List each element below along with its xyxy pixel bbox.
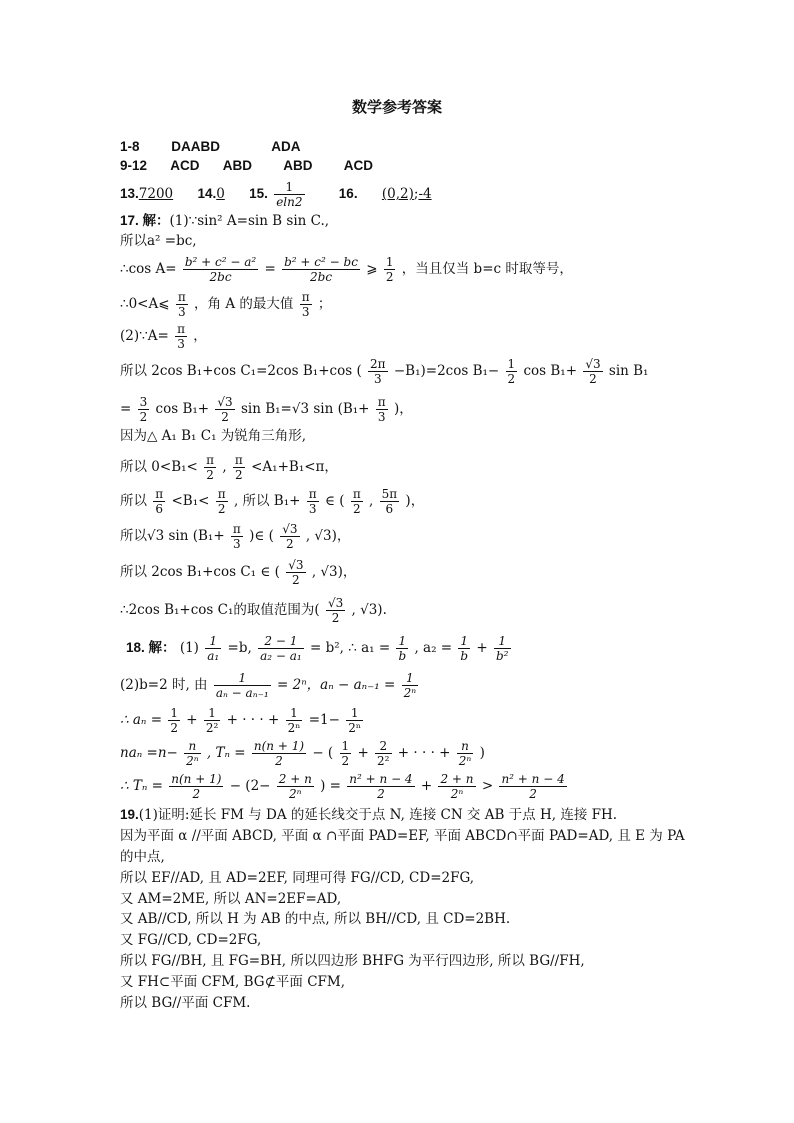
answers-row-2-item: ABD [222, 158, 253, 173]
fraction: $\frac{1}{b}$ [398, 634, 407, 663]
answers-row-1-part-b: ADA [271, 139, 301, 154]
fraction: $\frac{2 + n}{\text{2ⁿ}}$ [278, 772, 312, 801]
fraction: $\frac{\pi}{3}$ [377, 395, 386, 424]
q19-line-1: 19.(1)证明:延长 FM 与 DA 的延长线交于点 N, 连接 CN 交 AB 于点 H, 连接 FH. [120, 807, 618, 823]
q19-line-3: 的中点, [120, 849, 165, 865]
q17-text: 所以a² =bc, [120, 233, 197, 249]
fraction: $\frac{\pi}{3}$ [177, 290, 186, 319]
fraction: $\frac{n(n + 1)}{2}$ [253, 739, 305, 768]
fraction: $\frac{1}{\text{2ⁿ}}$ [287, 706, 301, 735]
fraction: $\frac{2}{\text{2²}}$ [377, 739, 390, 768]
q13-answer: 7200 [138, 186, 174, 202]
q14-answer: 0 [216, 186, 225, 202]
fraction: $\frac{\text{n² + n − 4}}{2}$ [501, 772, 565, 801]
fraction: $\frac{\text{b² + c² − a²}}{2bc}$ [184, 255, 257, 284]
fraction: $\frac{1}{b}$ [460, 634, 469, 663]
answers-row-1-part-a: DAABD [171, 139, 221, 154]
fraction: $\frac{2 + n}{\text{2ⁿ}}$ [440, 772, 474, 801]
q17-line-10: 所以 $\frac{\pi}{6}$ <B₁< $\frac{\pi}{2}$ , 所以 B₁+ $\frac{\pi}{3}$ ∈ ( $\frac{\pi}{2}$ , $\frac{5\pi}{6}$ )， [120, 487, 425, 516]
fraction: $\frac{2\pi}{3}$ [370, 357, 386, 386]
answers-row-2-item: ABD [283, 158, 313, 173]
q19-line-10: 所以 BG//平面 CFM. [120, 995, 251, 1011]
fraction: $\frac{\pi}{3}$ [232, 522, 241, 551]
answers-row-1 [120, 138, 301, 156]
q16-answer-1: (0,2) [381, 186, 414, 202]
fraction: $\frac{√3}{2}$ [288, 558, 304, 587]
q18-line-3: ∴ aₙ = $\frac{1}{2}$ + $\frac{1}{\text{2²}}$ + · · · + $\frac{1}{\text{2ⁿ}}$ =1− $\frac{1}{\text{2ⁿ}}$ [120, 706, 362, 735]
fraction: $\frac{2 - 1}{\text{a₂ − a₁}}$ [260, 634, 302, 663]
answers-row-2-item: ACD [170, 158, 200, 173]
q19-line-2: 因为平面 α //平面 ABCD, 平面 α ∩平面 PAD=EF, 平面 ABCD∩平面 PAD=AD, 且 E 为 PA [120, 828, 685, 844]
fraction: $\frac{1}{2}$ [341, 739, 350, 768]
q17-line-9: 所以 0<B₁< $\frac{\pi}{2}$ , $\frac{\pi}{2}$ <A₁+B₁<π， [120, 453, 338, 482]
q17-text: (1)∵sin² A=sin B sin C., [169, 213, 330, 229]
fraction: $\frac{5\pi}{6}$ [381, 487, 398, 516]
fraction: $\frac{n}{\text{2ⁿ}}$ [186, 739, 199, 768]
q17-line-11: 所以√3 sin (B₁+ $\frac{\pi}{3}$ )∈ ( $\frac{√3}{2}$ , √3)， [120, 522, 351, 551]
q17-heading: 17. 解： [120, 213, 170, 228]
fraction: $\frac{√3}{2}$ [327, 596, 344, 625]
q15-label: 15. [249, 186, 268, 201]
q17-line-12: 所以 2cos B₁+cos C₁ ∈ ( $\frac{√3}{2}$ , √3)， [120, 558, 357, 587]
q17-line-6: 所以 2cos B₁+cos C₁=2cos B₁+cos ( $\frac{2\pi}{3}$ −B₁)=2cos B₁− $\frac{1}{2}$ cos B₁+ $\frac{√3}{2}$ sin B₁ [120, 357, 649, 386]
answers-row-2-label: 9-12 [120, 158, 148, 173]
fraction: $\frac{1}{\text{2ⁿ}}$ [348, 706, 362, 735]
q19-line-5: 又 AM=2ME, 所以 AN=2EF=AD, [120, 891, 342, 907]
q17-line-4: ∴0<A⩽ $\frac{\pi}{3}$ ，角 A 的最大值 $\frac{\pi}{3}$ ； [120, 290, 332, 319]
q14-label: 14. [197, 186, 217, 201]
q17-line-8: 因为△ A₁ B₁ C₁ 为锐角三角形, [120, 428, 307, 444]
fraction: $\frac{n}{\text{2ⁿ}}$ [458, 739, 472, 768]
q18-line-1: 18. 解： (1) $\frac{1}{\text{a₁}}$ =b, $\frac{2 - 1}{\text{a₂ − a₁}}$ = b², ∴ a₁ = $\frac{1}{b}$ , a₂ = $\frac{1}{b}$ + $\frac{1}{\text{b²}}$ [126, 634, 509, 663]
q19-line-4: 所以 EF//AD, 且 AD=2EF, 同理可得 FG//CD, CD=2FG, [120, 870, 475, 886]
fraction: $\frac{1}{2}$ [385, 255, 394, 284]
q17-line-3: ∴cos A= $\frac{\text{b² + c² − a²}}{2bc}$ = $\frac{\text{b² + c² − bc}}{2bc}$ ⩾ $\frac{1}{2}$ ，当且仅当 b=c 时取等号， [120, 255, 573, 284]
fraction: $\frac{√3}{2}$ [585, 357, 601, 386]
q16-label: 16. [338, 186, 358, 201]
fraction: $\frac{√3}{2}$ [217, 395, 233, 424]
fraction: $\frac{3}{2}$ [139, 395, 148, 424]
q19-line-9: 又 FH⊂平面 CFM, BG⊄平面 CFM, [120, 974, 346, 990]
answers-row-3 [120, 180, 432, 209]
q16-answer-2: -4 [418, 186, 432, 202]
fraction: $\frac{\text{n² + n − 4}}{2}$ [349, 772, 413, 801]
fraction: $\frac{1}{\text{aₙ − aₙ₋₁}}$ [215, 671, 269, 700]
fraction: $\frac{1}{\text{a₁}}$ [207, 634, 220, 663]
q19-line-8: 所以 FG//BH, 且 FG=BH, 所以四边形 BHFG 为平行四边形, 所以 BG//FH, [120, 953, 585, 969]
q13-label: 13. [120, 186, 139, 201]
fraction: $\frac{1}{\text{b²}}$ [496, 634, 509, 663]
fraction: $\frac{1}{2}$ [170, 706, 178, 735]
fraction: $\frac{\pi}{2}$ [352, 487, 361, 516]
fraction: $\frac{1}{2}$ [507, 357, 516, 386]
fraction: $\frac{\pi}{2}$ [234, 453, 243, 482]
q17-line-13: ∴2cos B₁+cos C₁的取值范围为( $\frac{√3}{2}$ , √3). [120, 596, 387, 625]
fraction: $\frac{\pi}{2}$ [217, 487, 226, 516]
q16-separator: ; [413, 186, 419, 202]
q19-number: 19. [120, 807, 139, 822]
page-title: 数学参考答案 [351, 98, 442, 116]
answers-row-2-item: ACD [343, 158, 374, 173]
fraction: $\frac{1}{\text{2ⁿ}}$ [403, 671, 417, 700]
q17-line-1 [120, 212, 329, 230]
fraction: $\frac{\pi}{3}$ [301, 290, 310, 319]
q17-line-5: (2)∵A= $\frac{\pi}{3}$ ， [120, 322, 207, 351]
fraction: $\frac{\pi}{3}$ [308, 487, 317, 516]
q18-heading: 18. 解： [126, 640, 176, 655]
fraction: $\frac{1}{\text{2²}}$ [205, 706, 219, 735]
fraction: $\frac{\pi}{2}$ [206, 453, 215, 482]
fraction: $\frac{√3}{2}$ [282, 522, 298, 551]
q15-fraction: $\frac{1}{eln2}$ [276, 180, 303, 209]
q17-line-7: = $\frac{3}{2}$ cos B₁+ $\frac{√3}{2}$ sin B₁=√3 sin (B₁+ $\frac{\pi}{3}$ )， [120, 395, 413, 424]
q19-line-7: 又 FG//CD, CD=2FG, [120, 932, 262, 948]
q18-line-5: ∴ Tₙ = $\frac{n(n + 1)}{2}$ − (2− $\frac{2 + n}{\text{2ⁿ}}$ ) = $\frac{\text{n² + n − 4}}{2}$ + $\frac{2 + n}{\text{2ⁿ}}$ > $\frac{\text{n² + n − 4}}{2}$ [120, 772, 565, 801]
q19-line-6: 又 AB//CD, 所以 H 为 AB 的中点, 所以 BH//CD, 且 CD=2BH. [120, 911, 511, 927]
answers-row-1-label: 1-8 [120, 139, 140, 154]
q18-line-2: (2)b=2 时, 由 $\frac{1}{\text{aₙ − aₙ₋₁}}$ = 2ⁿ，aₙ − aₙ₋₁ = $\frac{1}{\text{2ⁿ}}$ [120, 671, 417, 700]
fraction: $\frac{\pi}{6}$ [155, 487, 164, 516]
fraction: $\frac{n(n + 1)}{2}$ [171, 772, 222, 801]
q17-line-2 [120, 232, 197, 250]
fraction: $\frac{\pi}{3}$ [177, 322, 185, 351]
fraction: $\frac{\text{b² + c² − bc}}{2bc}$ [284, 255, 358, 284]
answers-row-2 [120, 157, 373, 175]
q18-line-4: naₙ =n− $\frac{n}{\text{2ⁿ}}$ , Tₙ = $\frac{n(n + 1)}{2}$ − ( $\frac{1}{2}$ + $\frac{2}{\text{2²}}$ + · · · + $\frac{n}{\text{2ⁿ}}$ ) [120, 739, 485, 768]
